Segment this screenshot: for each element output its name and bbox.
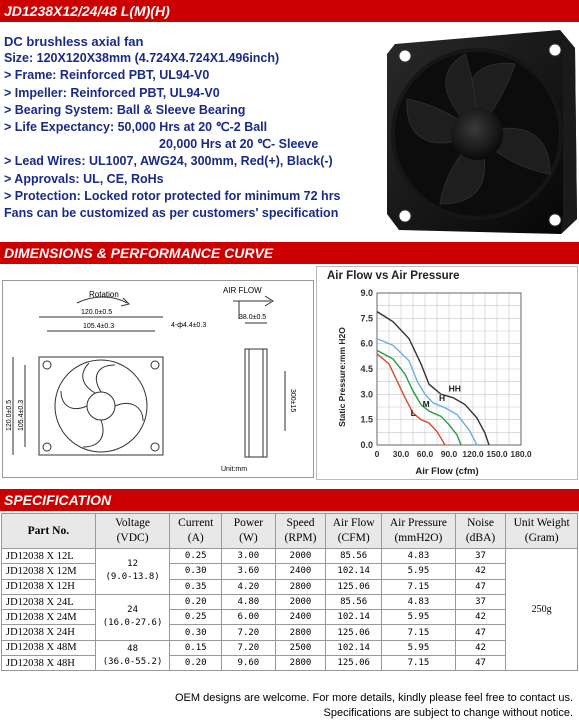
pressure-cell: 5.95 [382, 564, 456, 579]
speed-cell: 2400 [275, 610, 326, 625]
y-tick-label: 9.0 [360, 288, 373, 298]
x-tick-label: 30.0 [392, 449, 410, 459]
part-no-cell: JD12038 X 24H [2, 625, 96, 640]
voltage-cell: 12 (9.0-13.8) [95, 549, 170, 595]
series-label-h: H [439, 393, 446, 404]
power-cell: 4.80 [222, 594, 276, 609]
unit-label: Unit:mm [221, 466, 248, 473]
title-bar [0, 0, 579, 22]
col-power: Power (W) [222, 514, 276, 549]
current-cell: 0.35 [170, 579, 222, 594]
table-row [2, 549, 578, 564]
dim-hole-label: 4-ф4.4±0.3 [171, 322, 207, 329]
fan-photo [385, 24, 579, 238]
spec-table [1, 513, 578, 671]
col-speed: Speed (RPM) [275, 514, 326, 549]
airflow-cell: 102.14 [326, 564, 382, 579]
pressure-cell: 5.95 [382, 610, 456, 625]
dim-width-label: 120.0±0.5 [81, 309, 113, 316]
x-tick-label: 90.0 [440, 449, 458, 459]
table-header-row [2, 514, 578, 549]
mechanical-drawing [2, 280, 314, 478]
current-cell: 0.30 [170, 564, 222, 579]
part-no-cell: JD12038 X 12H [2, 579, 96, 594]
airflow-cell: 102.14 [326, 640, 382, 655]
airflow-cell: 125.06 [326, 656, 382, 671]
rotation-label: Rotation [89, 290, 119, 299]
speed-cell: 2800 [275, 625, 326, 640]
power-cell: 4.20 [222, 579, 276, 594]
x-tick-label: 120.0 [462, 449, 484, 459]
spec-line-protection: > Protection: Locked rotor protected for minimum 72 hrs [4, 188, 341, 203]
part-no-cell: JD12038 X 24L [2, 594, 96, 609]
spec-line-life-ball: > Life Expectancy: 50,000 Hrs at 20 ℃-2 Ball [4, 120, 268, 135]
spec-line-approvals: > Approvals: UL, CE, RoHs [4, 171, 164, 186]
power-cell: 3.00 [222, 549, 276, 564]
col-voltage: Voltage (VDC) [95, 514, 170, 549]
current-cell: 0.25 [170, 549, 222, 564]
col-air-pressure: Air Pressure (mmH2O) [382, 514, 456, 549]
voltage-cell: 48 (36.0-55.2) [95, 640, 170, 671]
y-tick-label: 0.0 [360, 440, 373, 450]
dim-height-label: 120.0±0.5 [6, 399, 13, 431]
dimensions-section-bar [0, 242, 579, 264]
noise-cell: 47 [455, 656, 506, 671]
x-tick-label: 180.0 [510, 449, 532, 459]
dim-hole-spacing-label: 105.4±0.3 [83, 323, 115, 330]
part-no-cell: JD12038 X 48H [2, 656, 96, 671]
y-tick-label: 6.0 [360, 338, 373, 349]
table-row [2, 640, 578, 655]
power-cell: 6.00 [222, 610, 276, 625]
spec-line-type: DC brushless axial fan [4, 34, 144, 49]
series-line-hh [377, 312, 489, 445]
y-tick-label: 7.5 [360, 313, 373, 324]
table-row [2, 625, 578, 640]
y-tick-label: 4.5 [360, 364, 373, 374]
chart-x-label: Air Flow (cfm) [415, 466, 479, 477]
pressure-cell: 7.15 [382, 656, 456, 671]
part-no-cell: JD12038 X 48M [2, 640, 96, 655]
col-noise: Noise (dBA) [455, 514, 506, 549]
power-cell: 3.60 [222, 564, 276, 579]
dim-lead-length-label: 300±15 [289, 389, 296, 413]
product-title: JD1238X12/24/48 L(M)(H) [4, 3, 170, 19]
speed-cell: 2400 [275, 564, 326, 579]
dim-hole-height-label: 105.4±0.3 [18, 399, 25, 431]
speed-cell: 2500 [275, 640, 326, 655]
current-cell: 0.20 [170, 594, 222, 609]
dim-depth-label: 38.0±0.5 [239, 314, 267, 321]
pressure-cell: 7.15 [382, 579, 456, 594]
y-tick-label: 1.5 [360, 414, 373, 425]
chart-canvas [317, 267, 577, 479]
specification-section-bar [0, 489, 579, 511]
weight-cell: 250g [506, 549, 578, 671]
spec-line-life-sleeve: 20,000 Hrs at 20 ℃- Sleeve [159, 137, 319, 152]
part-no-cell: JD12038 X 24M [2, 610, 96, 625]
current-cell: 0.30 [170, 625, 222, 640]
spec-line-lead-wires: > Lead Wires: UL1007, AWG24, 300mm, Red(+), Black(-) [4, 154, 333, 169]
performance-chart [316, 266, 578, 480]
speed-cell: 2000 [275, 594, 326, 609]
airflow-cell: 125.06 [326, 579, 382, 594]
spec-line-impeller: > Impeller: Reinforced PBT, UL94-V0 [4, 85, 220, 100]
current-cell: 0.20 [170, 656, 222, 671]
pressure-cell: 4.83 [382, 594, 456, 609]
col-unit-weight: Unit Weight (Gram) [506, 514, 578, 549]
col-part-no: Part No. [2, 514, 96, 549]
series-line-h [377, 339, 477, 445]
pressure-cell: 7.15 [382, 625, 456, 640]
table-row [2, 564, 578, 579]
table-row [2, 579, 578, 594]
airflow-cell: 85.56 [326, 549, 382, 564]
noise-cell: 42 [455, 610, 506, 625]
table-row [2, 610, 578, 625]
part-no-cell: JD12038 X 12M [2, 564, 96, 579]
airflow-cell: 85.56 [326, 594, 382, 609]
spec-line-size: Size: 120X120X38mm (4.724X4.724X1.496inch) [4, 51, 280, 66]
table-row [2, 656, 578, 671]
speed-cell: 2000 [275, 549, 326, 564]
spec-line-custom: Fans can be customized as per customers' specification [4, 206, 339, 221]
pressure-cell: 4.83 [382, 549, 456, 564]
x-tick-label: 150.0 [486, 449, 508, 459]
x-tick-label: 60.0 [416, 449, 434, 459]
y-tick-label: 3.0 [360, 389, 373, 400]
airflow-label: AIR FLOW [223, 286, 262, 295]
noise-cell: 47 [455, 579, 506, 594]
noise-cell: 47 [455, 625, 506, 640]
airflow-cell: 102.14 [326, 610, 382, 625]
footer-contact-note: OEM designs are welcome. For more details, kindly please feel free to contact us. [174, 692, 573, 704]
noise-cell: 42 [455, 640, 506, 655]
noise-cell: 37 [455, 549, 506, 564]
current-cell: 0.15 [170, 640, 222, 655]
airflow-cell: 125.06 [326, 625, 382, 640]
speed-cell: 2800 [275, 656, 326, 671]
x-tick-label: 0 [374, 449, 380, 459]
series-label-m: M [422, 399, 430, 410]
chart-title: Air Flow vs Air Pressure [327, 270, 460, 282]
chart-y-label: Static Pressure:mm H2O [337, 327, 347, 427]
power-cell: 9.60 [222, 656, 276, 671]
spec-line-bearing: > Bearing System: Ball & Sleeve Bearing [4, 102, 246, 117]
noise-cell: 37 [455, 594, 506, 609]
power-cell: 7.20 [222, 625, 276, 640]
specification-section-title: SPECIFICATION [4, 492, 112, 508]
pressure-cell: 5.95 [382, 640, 456, 655]
power-cell: 7.20 [222, 640, 276, 655]
dimensions-section-title: DIMENSIONS & PERFORMANCE CURVE [4, 245, 274, 261]
speed-cell: 2800 [275, 579, 326, 594]
footer-disclaimer: Specifications are subject to change without notice. [323, 707, 573, 719]
series-label-l: L [410, 407, 416, 418]
part-no-cell: JD12038 X 12L [2, 549, 96, 564]
spec-line-frame: > Frame: Reinforced PBT, UL94-V0 [4, 68, 210, 83]
noise-cell: 42 [455, 564, 506, 579]
col-current: Current (A) [170, 514, 222, 549]
current-cell: 0.25 [170, 610, 222, 625]
table-row [2, 594, 578, 609]
col-air-flow: Air Flow (CFM) [326, 514, 382, 549]
series-label-hh: HH [448, 383, 461, 394]
spec-list [4, 33, 384, 222]
voltage-cell: 24 (16.0-27.6) [95, 594, 170, 640]
